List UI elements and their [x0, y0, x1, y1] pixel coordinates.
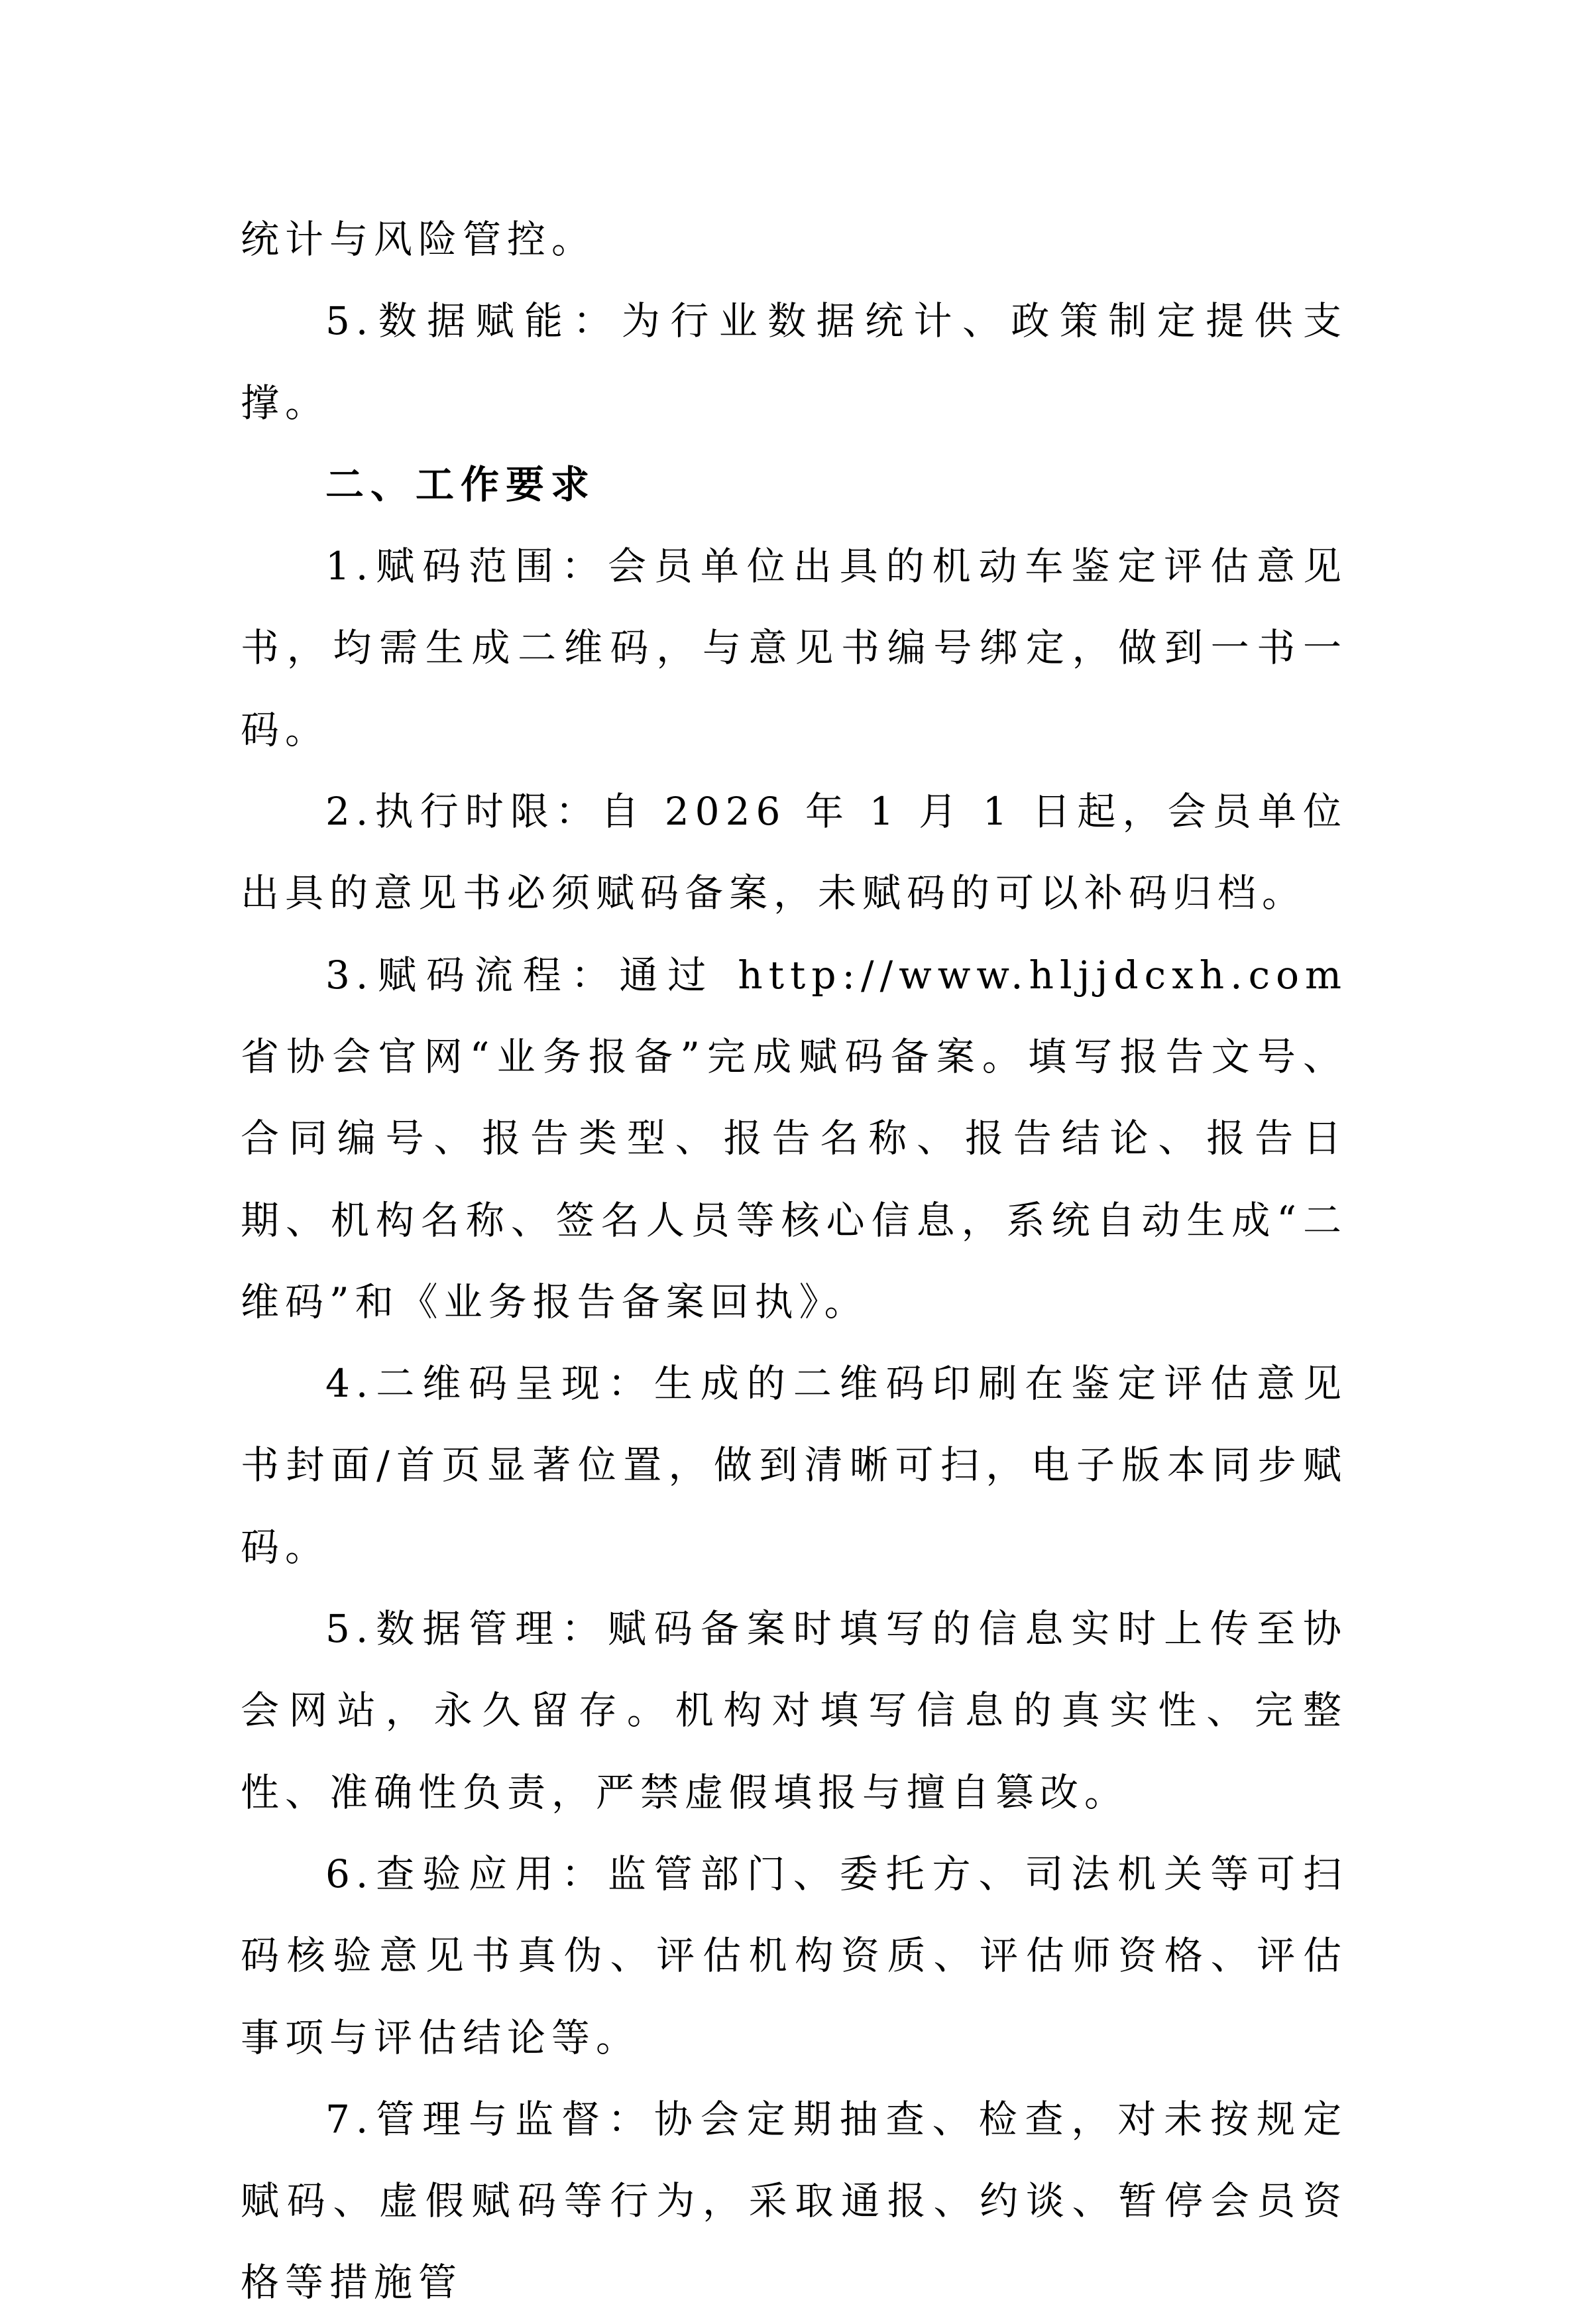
paragraph-management-supervision: 7.管理与监督：协会定期抽查、检查，对未按规定赋码、虚假赋码等行为，采取通报、约谈、暂停会员资格等措施管: [241, 2096, 1347, 2305]
paragraph-continuation: 统计与风险管控。: [241, 217, 596, 262]
paragraph-verification-application: 6.查验应用：监管部门、委托方、司法机关等可扫码核验意见书真伪、评估机构资质、评估师资格、评估事项与评估结论等。: [241, 1851, 1347, 2060]
paragraph-qr-presentation: 4.二维码呈现：生成的二维码印刷在鉴定评估意见书封面/首页显著位置，做到清晰可扫，电子版本同步赋码。: [241, 1361, 1347, 1570]
paragraph-data-management: 5.数据管理：赋码备案时填写的信息实时上传至协会网站，永久留存。机构对填写信息的真实性、完整性、准确性负责，严禁虚假填报与擅自篡改。: [241, 1606, 1347, 1815]
paragraph-coding-process: 3.赋码流程：通过 http://www.hljjdcxh.com 省协会官网“业务报备”完成赋码备案。填写报告文号、合同编号、报告类型、报告名称、报告结论、报告日期、机构名称、签名人员等核心信息，系统自动生成“二维码”和《业务报告备案回执》。: [241, 952, 1347, 1324]
paragraph-coding-scope: 1.赋码范围：会员单位出具的机动车鉴定评估意见书，均需生成二维码，与意见书编号绑定，做到一书一码。: [241, 544, 1347, 752]
section-heading-work-requirements: 二、工作要求: [325, 461, 596, 507]
paragraph-execution-deadline: 2.执行时限：自 2026 年 1 月 1 日起，会员单位出具的意见书必须赋码备案，未赋码的可以补码归档。: [241, 789, 1347, 916]
paragraph-data-empowerment: 5.数据赋能：为行业数据统计、政策制定提供支撑。: [241, 298, 1347, 426]
document-page: [241, 199, 1347, 2324]
